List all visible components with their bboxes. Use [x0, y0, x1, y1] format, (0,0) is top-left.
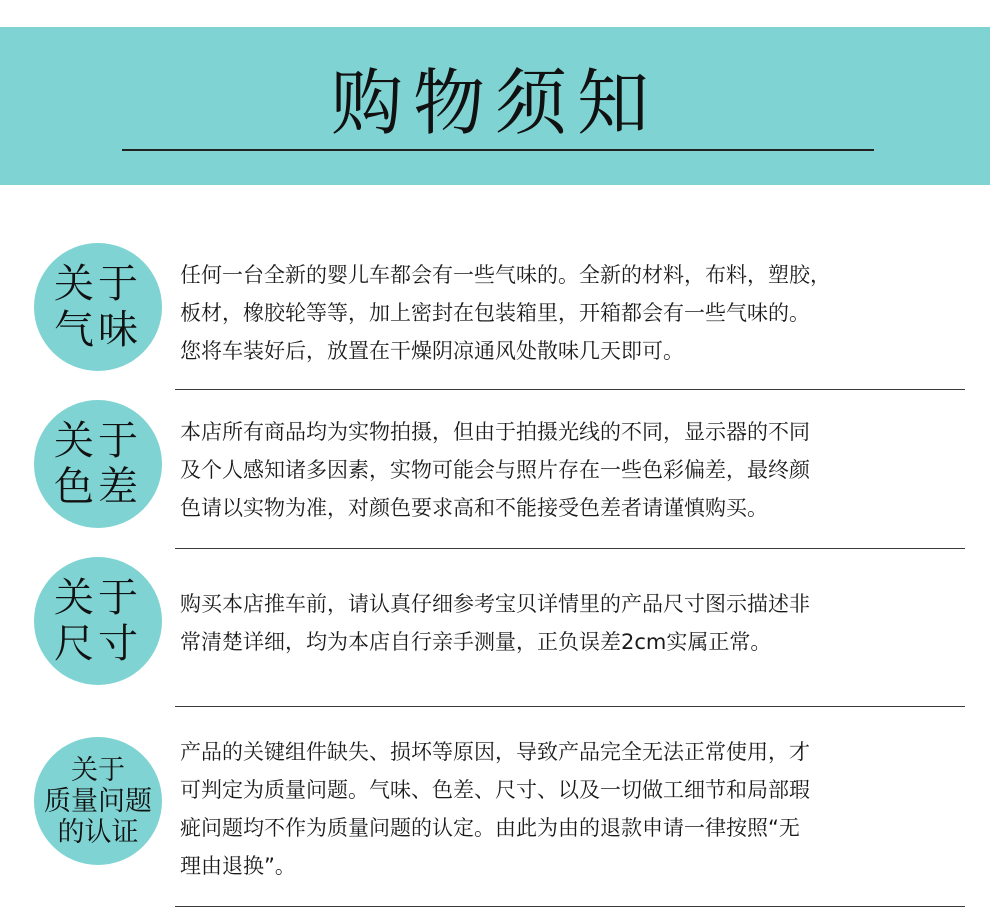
divider-2	[175, 548, 965, 549]
badge-smell-line1: 关于	[54, 261, 142, 307]
badge-color-line1: 关于	[54, 418, 142, 464]
badge-smell	[34, 243, 162, 371]
badge-quality-line1: 关于	[71, 754, 125, 786]
divider-4	[175, 906, 965, 907]
divider-3	[175, 706, 965, 707]
smell-text: 任何一台全新的婴儿车都会有一些气味的。全新的材料，布料，塑胶， 板材，橡胶轮等等，加上密封在包装箱里，开箱都会有一些气味的。 您将车装好后，放置在干燥阴凉通风处散味几天即可。	[180, 263, 831, 363]
quality-text: 产品的关键组件缺失、损坏等原因，导致产品完全无法正常使用，才 可判定为质量问题。气味、色差、尺寸、以及一切做工细节和局部瑕 疵问题均不作为质量问题的认定。由此为由的退款申请一律按照“无 理由退换”。	[180, 740, 810, 878]
color-difference-text: 本店所有商品均为实物拍摄，但由于拍摄光线的不同，显示器的不同 及个人感知诸多因素，实物可能会与照片存在一些色彩偏差，最终颜 色请以实物为准，对颜色要求高和不能接受色差者请谨慎购买。	[180, 420, 810, 520]
badge-size-line1: 关于	[54, 575, 142, 621]
size-text: 购买本店推车前，请认真仔细参考宝贝详情里的产品尺寸图示描述非 常清楚详细，均为本店自行亲手测量，正负误差2cm实属正常。	[180, 592, 810, 654]
badge-size-line2: 尺寸	[54, 621, 142, 667]
badge-smell-line2: 气味	[54, 307, 142, 353]
divider-1	[175, 389, 965, 390]
badge-color-line2: 色差	[54, 464, 142, 510]
header-banner	[0, 27, 990, 185]
title-underline	[122, 149, 874, 151]
badge-size	[34, 557, 162, 685]
page-title: 购物须知	[330, 61, 659, 145]
badge-quality-line2: 质量问题	[44, 785, 152, 817]
badge-quality-line3: 的认证	[57, 816, 139, 848]
badge-quality	[34, 737, 162, 865]
badge-color-difference	[34, 400, 162, 528]
